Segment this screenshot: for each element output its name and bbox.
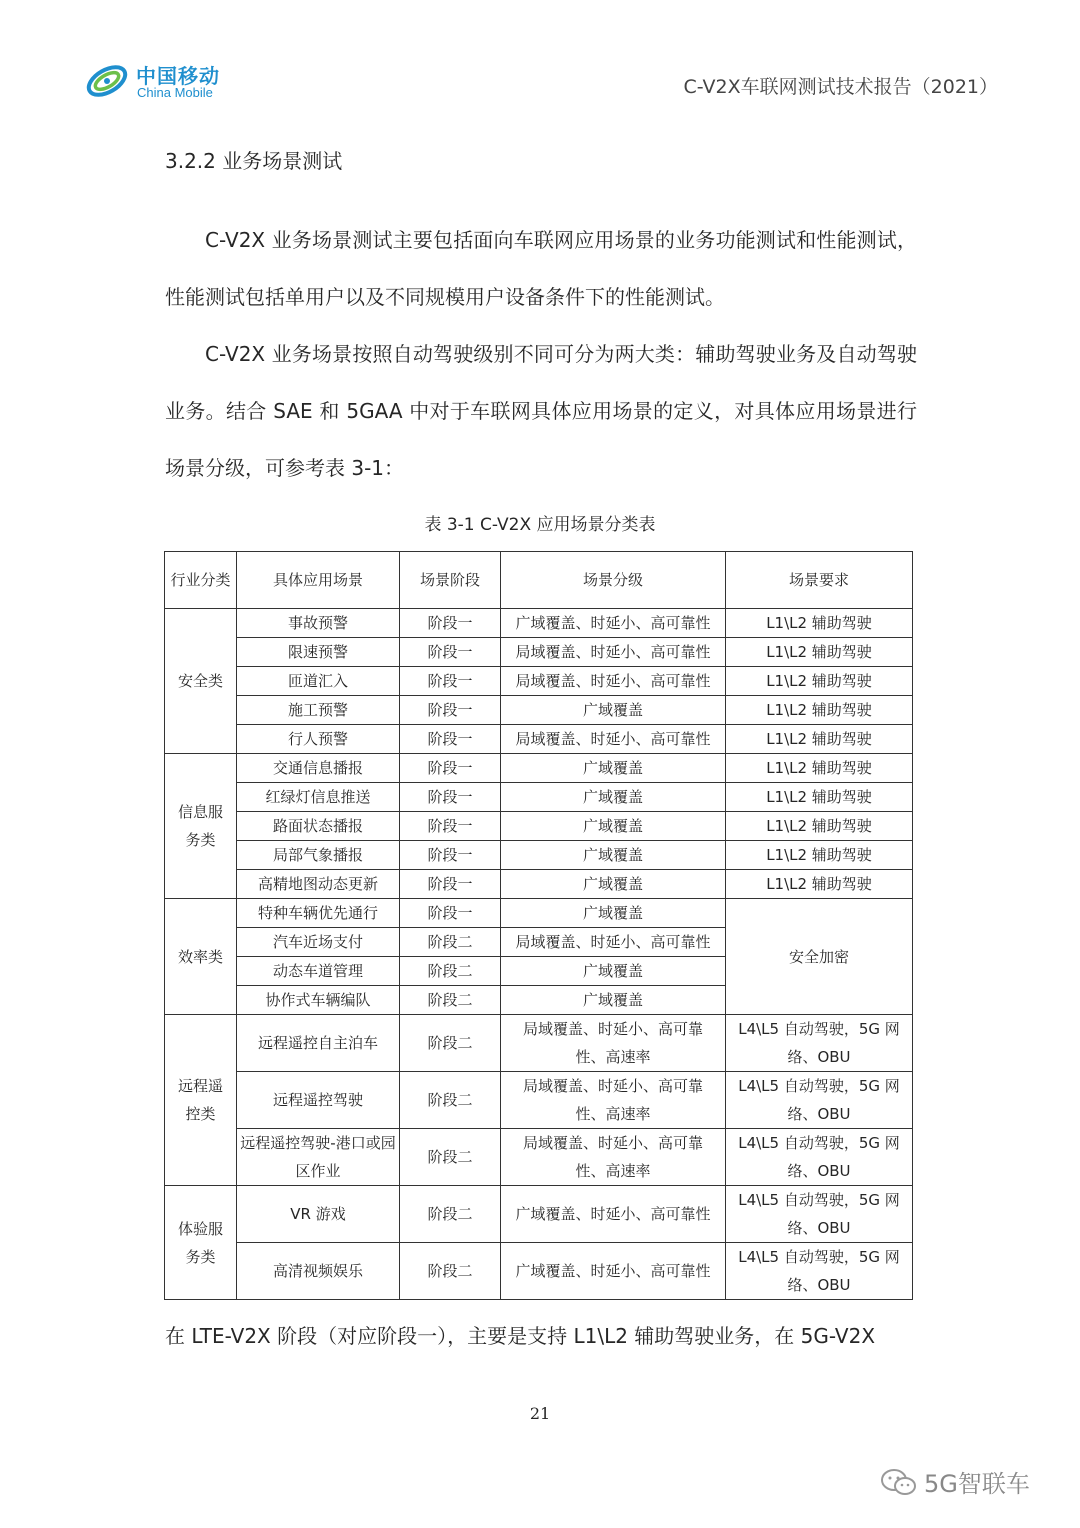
header-cell: 行业分类 [165,552,237,609]
header-cell: 场景分级 [501,552,726,609]
header-cell: 具体应用场景 [237,552,400,609]
china-mobile-swirl-icon [84,58,130,104]
stage-cell: 阶段二 [400,1072,501,1129]
requirement-cell: L1\L2 辅助驾驶 [726,812,913,841]
stage-cell: 阶段一 [400,667,501,696]
scenario-table-body [165,552,913,1300]
requirement-cell: L1\L2 辅助驾驶 [726,667,913,696]
stage-cell: 阶段二 [400,1129,501,1186]
table-row [165,1129,913,1186]
category-cell: 远程遥控类 [165,1015,237,1186]
grade-cell: 广域覆盖、时延小、高可靠性 [501,609,726,638]
scenario-cell: 路面状态播报 [237,812,400,841]
stage-cell: 阶段一 [400,754,501,783]
grade-cell: 局域覆盖、时延小、高可靠性 [501,667,726,696]
grade-cell: 局域覆盖、时延小、高可靠性、高速率 [501,1015,726,1072]
scenario-cell: 红绿灯信息推送 [237,783,400,812]
table-row [165,812,913,841]
header-cell: 场景要求 [726,552,913,609]
table-caption: 表 3-1 C-V2X 应用场景分类表 [424,515,656,535]
scenario-cell: 交通信息播报 [237,754,400,783]
requirement-cell: L4\L5 自动驾驶，5G 网络、OBU [726,1072,913,1129]
grade-cell: 广域覆盖 [501,841,726,870]
closing-line: 在 LTE-V2X 阶段（对应阶段一），主要是支持 L1\L2 辅助驾驶业务，在 5G-V2X [165,1324,876,1348]
grade-cell: 广域覆盖 [501,899,726,928]
grade-cell: 广域覆盖 [501,783,726,812]
grade-cell: 局域覆盖、时延小、高可靠性 [501,725,726,754]
requirement-cell: L4\L5 自动驾驶，5G 网络、OBU [726,1186,913,1243]
table-row [165,870,913,899]
stage-cell: 阶段一 [400,783,501,812]
grade-cell: 局域覆盖、时延小、高可靠性 [501,638,726,667]
grade-cell: 广域覆盖、时延小、高可靠性 [501,1243,726,1300]
requirement-cell: L1\L2 辅助驾驶 [726,783,913,812]
table-row [165,1072,913,1129]
requirement-cell: L1\L2 辅助驾驶 [726,754,913,783]
stage-cell: 阶段二 [400,957,501,986]
stage-cell: 阶段一 [400,812,501,841]
wechat-icon [880,1468,918,1498]
table-row [165,696,913,725]
grade-cell: 广域覆盖 [501,986,726,1015]
scenario-cell: 远程遥控自主泊车 [237,1015,400,1072]
stage-cell: 阶段一 [400,638,501,667]
china-mobile-logo [84,58,234,106]
scenario-cell: 高清视频娱乐 [237,1243,400,1300]
grade-cell: 广域覆盖、时延小、高可靠性 [501,1186,726,1243]
paragraph-2-text: C-V2X 业务场景按照自动驾驶级别不同可分为两大类：辅助驾驶业务及自动驾驶业务。结合 SAE 和 5GAA 中对于车联网具体应用场景的定义，对具体应用场景进行场景分级，可参考表 3-1： [165,342,917,480]
grade-cell: 广域覆盖 [501,812,726,841]
table-header-row [165,552,913,609]
scenario-cell: 事故预警 [237,609,400,638]
stage-cell: 阶段二 [400,928,501,957]
scenario-cell: 远程遥控驾驶-港口或园区作业 [237,1129,400,1186]
logo-text-cn: 中国移动 [136,64,220,88]
scenario-cell: 动态车道管理 [237,957,400,986]
scenario-cell: 施工预警 [237,696,400,725]
grade-cell: 局域覆盖、时延小、高可靠性、高速率 [501,1129,726,1186]
table-row [165,725,913,754]
requirement-cell: L1\L2 辅助驾驶 [726,870,913,899]
scenario-cell: 行人预警 [237,725,400,754]
grade-cell: 广域覆盖 [501,696,726,725]
paragraph-2 [165,326,917,497]
requirement-cell: L1\L2 辅助驾驶 [726,696,913,725]
stage-cell: 阶段一 [400,841,501,870]
requirement-cell: L1\L2 辅助驾驶 [726,609,913,638]
logo-text-en: China Mobile [137,85,213,100]
requirement-cell: L1\L2 辅助驾驶 [726,841,913,870]
table-row [165,899,913,928]
stage-cell: 阶段二 [400,1243,501,1300]
stage-cell: 阶段一 [400,899,501,928]
requirement-cell: 安全加密 [726,899,913,1015]
watermark-text: 5G智联车 [924,1470,1030,1498]
stage-cell: 阶段二 [400,1015,501,1072]
scenario-cell: 高精地图动态更新 [237,870,400,899]
category-cell: 效率类 [165,899,237,1015]
page-number: 21 [529,1404,551,1423]
table-row [165,1186,913,1243]
table-row [165,841,913,870]
stage-cell: 阶段一 [400,609,501,638]
grade-cell: 广域覆盖 [501,957,726,986]
grade-cell: 局域覆盖、时延小、高可靠性 [501,928,726,957]
table-row [165,754,913,783]
requirement-cell: L4\L5 自动驾驶，5G 网络、OBU [726,1129,913,1186]
category-cell: 体验服务类 [165,1186,237,1300]
document-title: C-V2X车联网测试技术报告（2021） [683,76,998,98]
stage-cell: 阶段二 [400,986,501,1015]
scenario-cell: 远程遥控驾驶 [237,1072,400,1129]
requirement-cell: L1\L2 辅助驾驶 [726,725,913,754]
scenario-cell: 限速预警 [237,638,400,667]
scenario-table [164,551,913,1300]
category-cell: 安全类 [165,609,237,754]
section-heading: 3.2.2 业务场景测试 [165,149,343,173]
stage-cell: 阶段二 [400,1186,501,1243]
paragraph-1 [165,212,917,326]
table-row [165,783,913,812]
table-row [165,667,913,696]
stage-cell: 阶段一 [400,696,501,725]
requirement-cell: L4\L5 自动驾驶，5G 网络、OBU [726,1243,913,1300]
category-cell: 信息服务类 [165,754,237,899]
scenario-cell: 协作式车辆编队 [237,986,400,1015]
paragraph-1-text: C-V2X 业务场景测试主要包括面向车联网应用场景的业务功能测试和性能测试，性能测试包括单用户以及不同规模用户设备条件下的性能测试。 [165,228,917,309]
table-row [165,1015,913,1072]
grade-cell: 广域覆盖 [501,754,726,783]
requirement-cell: L4\L5 自动驾驶，5G 网络、OBU [726,1015,913,1072]
scenario-cell: 汽车近场支付 [237,928,400,957]
header-cell: 场景阶段 [400,552,501,609]
scenario-cell: 局部气象播报 [237,841,400,870]
grade-cell: 广域覆盖 [501,870,726,899]
requirement-cell: L1\L2 辅助驾驶 [726,638,913,667]
stage-cell: 阶段一 [400,870,501,899]
grade-cell: 局域覆盖、时延小、高可靠性、高速率 [501,1072,726,1129]
scenario-cell: VR 游戏 [237,1186,400,1243]
stage-cell: 阶段一 [400,725,501,754]
scenario-cell: 匝道汇入 [237,667,400,696]
scenario-cell: 特种车辆优先通行 [237,899,400,928]
table-row [165,638,913,667]
table-row [165,609,913,638]
table-row [165,1243,913,1300]
